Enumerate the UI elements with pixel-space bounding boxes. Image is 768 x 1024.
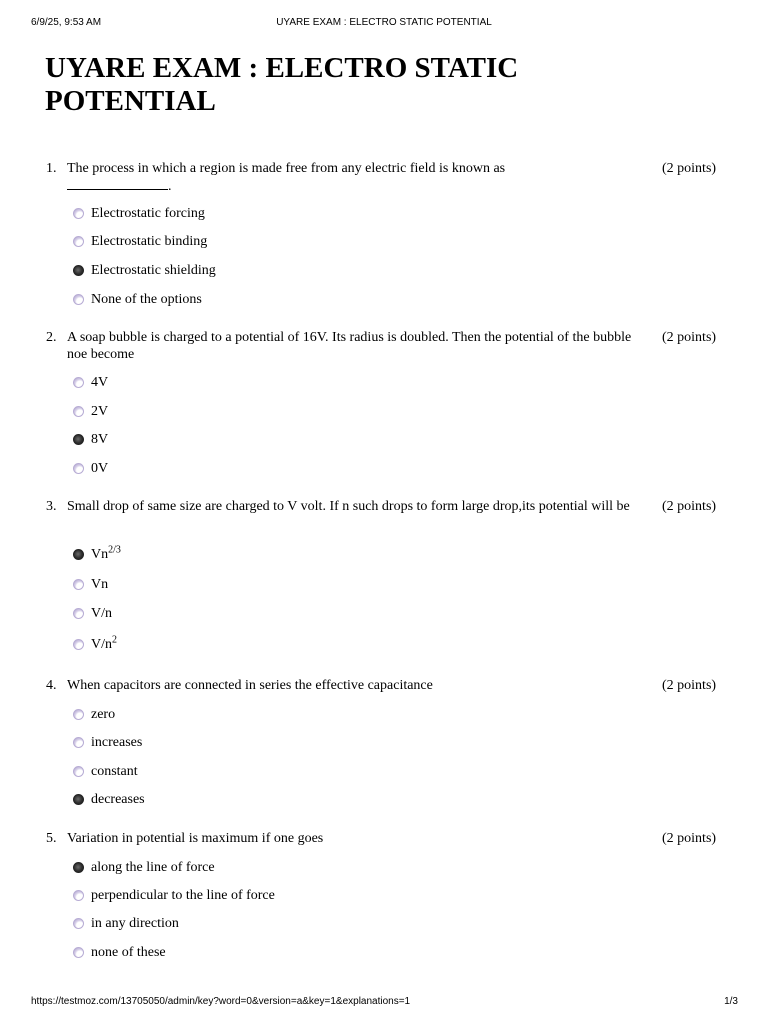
radio-unselected-icon[interactable] (73, 766, 84, 777)
radio-unselected-icon[interactable] (73, 709, 84, 720)
radio-unselected-icon[interactable] (73, 737, 84, 748)
option-label: decreases (91, 792, 145, 807)
option-label: 0V (91, 461, 109, 476)
page-number: 1/3 (724, 996, 738, 1007)
question-text: Small drop of same size are charged to V volt. If n such drops to form large drop,its potential will be (67, 499, 630, 514)
radio-unselected-icon[interactable] (73, 608, 84, 619)
question-points: (2 points) (662, 330, 717, 345)
radio-unselected-icon[interactable] (73, 294, 84, 305)
question-number: 4. (46, 678, 57, 693)
fill-blank (67, 177, 168, 190)
option-label: constant (91, 764, 138, 779)
option-label: V/n (91, 606, 112, 621)
radio-selected-icon[interactable] (73, 794, 84, 805)
option-label: along the line of force (91, 860, 215, 875)
radio-unselected-icon[interactable] (73, 639, 84, 650)
radio-selected-icon[interactable] (73, 434, 84, 445)
option-label: Vn (91, 577, 109, 592)
option-superscript: 2 (112, 634, 117, 646)
radio-unselected-icon[interactable] (73, 463, 84, 474)
option-label: none of these (91, 945, 166, 960)
question-points: (2 points) (662, 161, 717, 176)
radio-unselected-icon[interactable] (73, 579, 84, 590)
option-label: None of the options (91, 292, 202, 307)
option-superscript: 2/3 (108, 544, 121, 556)
option-label: zero (91, 707, 116, 722)
question-number: 3. (46, 499, 57, 514)
option-label: 2V (91, 404, 109, 419)
option-label: $V/n^2$ (91, 634, 117, 652)
option-label: perpendicular to the line of force (91, 888, 275, 903)
radio-selected-icon[interactable] (73, 862, 84, 873)
question-text: When capacitors are connected in series the effective capacitance (67, 678, 433, 693)
option-label: Electrostatic shielding (91, 263, 216, 278)
print-datetime: 6/9/25, 9:53 AM (31, 17, 102, 28)
option-label: in any direction (91, 916, 179, 931)
radio-selected-icon[interactable] (73, 265, 84, 276)
question-points: (2 points) (662, 678, 717, 693)
radio-unselected-icon[interactable] (73, 377, 84, 388)
option-label: $Vn^{2/3}$ (91, 544, 121, 562)
radio-unselected-icon[interactable] (73, 890, 84, 901)
radio-unselected-icon[interactable] (73, 918, 84, 929)
question-number: 1. (46, 161, 57, 176)
print-header-title: UYARE EXAM : ELECTRO STATIC POTENTIAL (276, 17, 492, 28)
question-text: Variation in potential is maximum if one goes (67, 831, 324, 846)
radio-unselected-icon[interactable] (73, 236, 84, 247)
option-label: increases (91, 735, 143, 750)
question-number: 2. (46, 330, 57, 345)
option-label: Electrostatic forcing (91, 206, 205, 221)
option-label: Electrostatic binding (91, 234, 208, 249)
option-label: 8V (91, 432, 109, 447)
page-title: UYARE EXAM : ELECTRO STATIC POTENTIAL (45, 52, 519, 117)
question-text: The process in which a region is made free from any electric field is known as . (67, 161, 506, 194)
question-number: 5. (46, 831, 57, 846)
question-points: (2 points) (662, 831, 717, 846)
question-points: (2 points) (662, 499, 717, 514)
radio-unselected-icon[interactable] (73, 208, 84, 219)
radio-selected-icon[interactable] (73, 549, 84, 560)
option-label: 4V (91, 375, 109, 390)
question-text: A soap bubble is charged to a potential of 16V. Its radius is doubled. Then the potential of the bubble noe become (67, 330, 632, 362)
print-url: https://testmoz.com/13705050/admin/key?word=0&version=a&key=1&explanations=1 (31, 996, 411, 1007)
radio-unselected-icon[interactable] (73, 947, 84, 958)
radio-unselected-icon[interactable] (73, 406, 84, 417)
